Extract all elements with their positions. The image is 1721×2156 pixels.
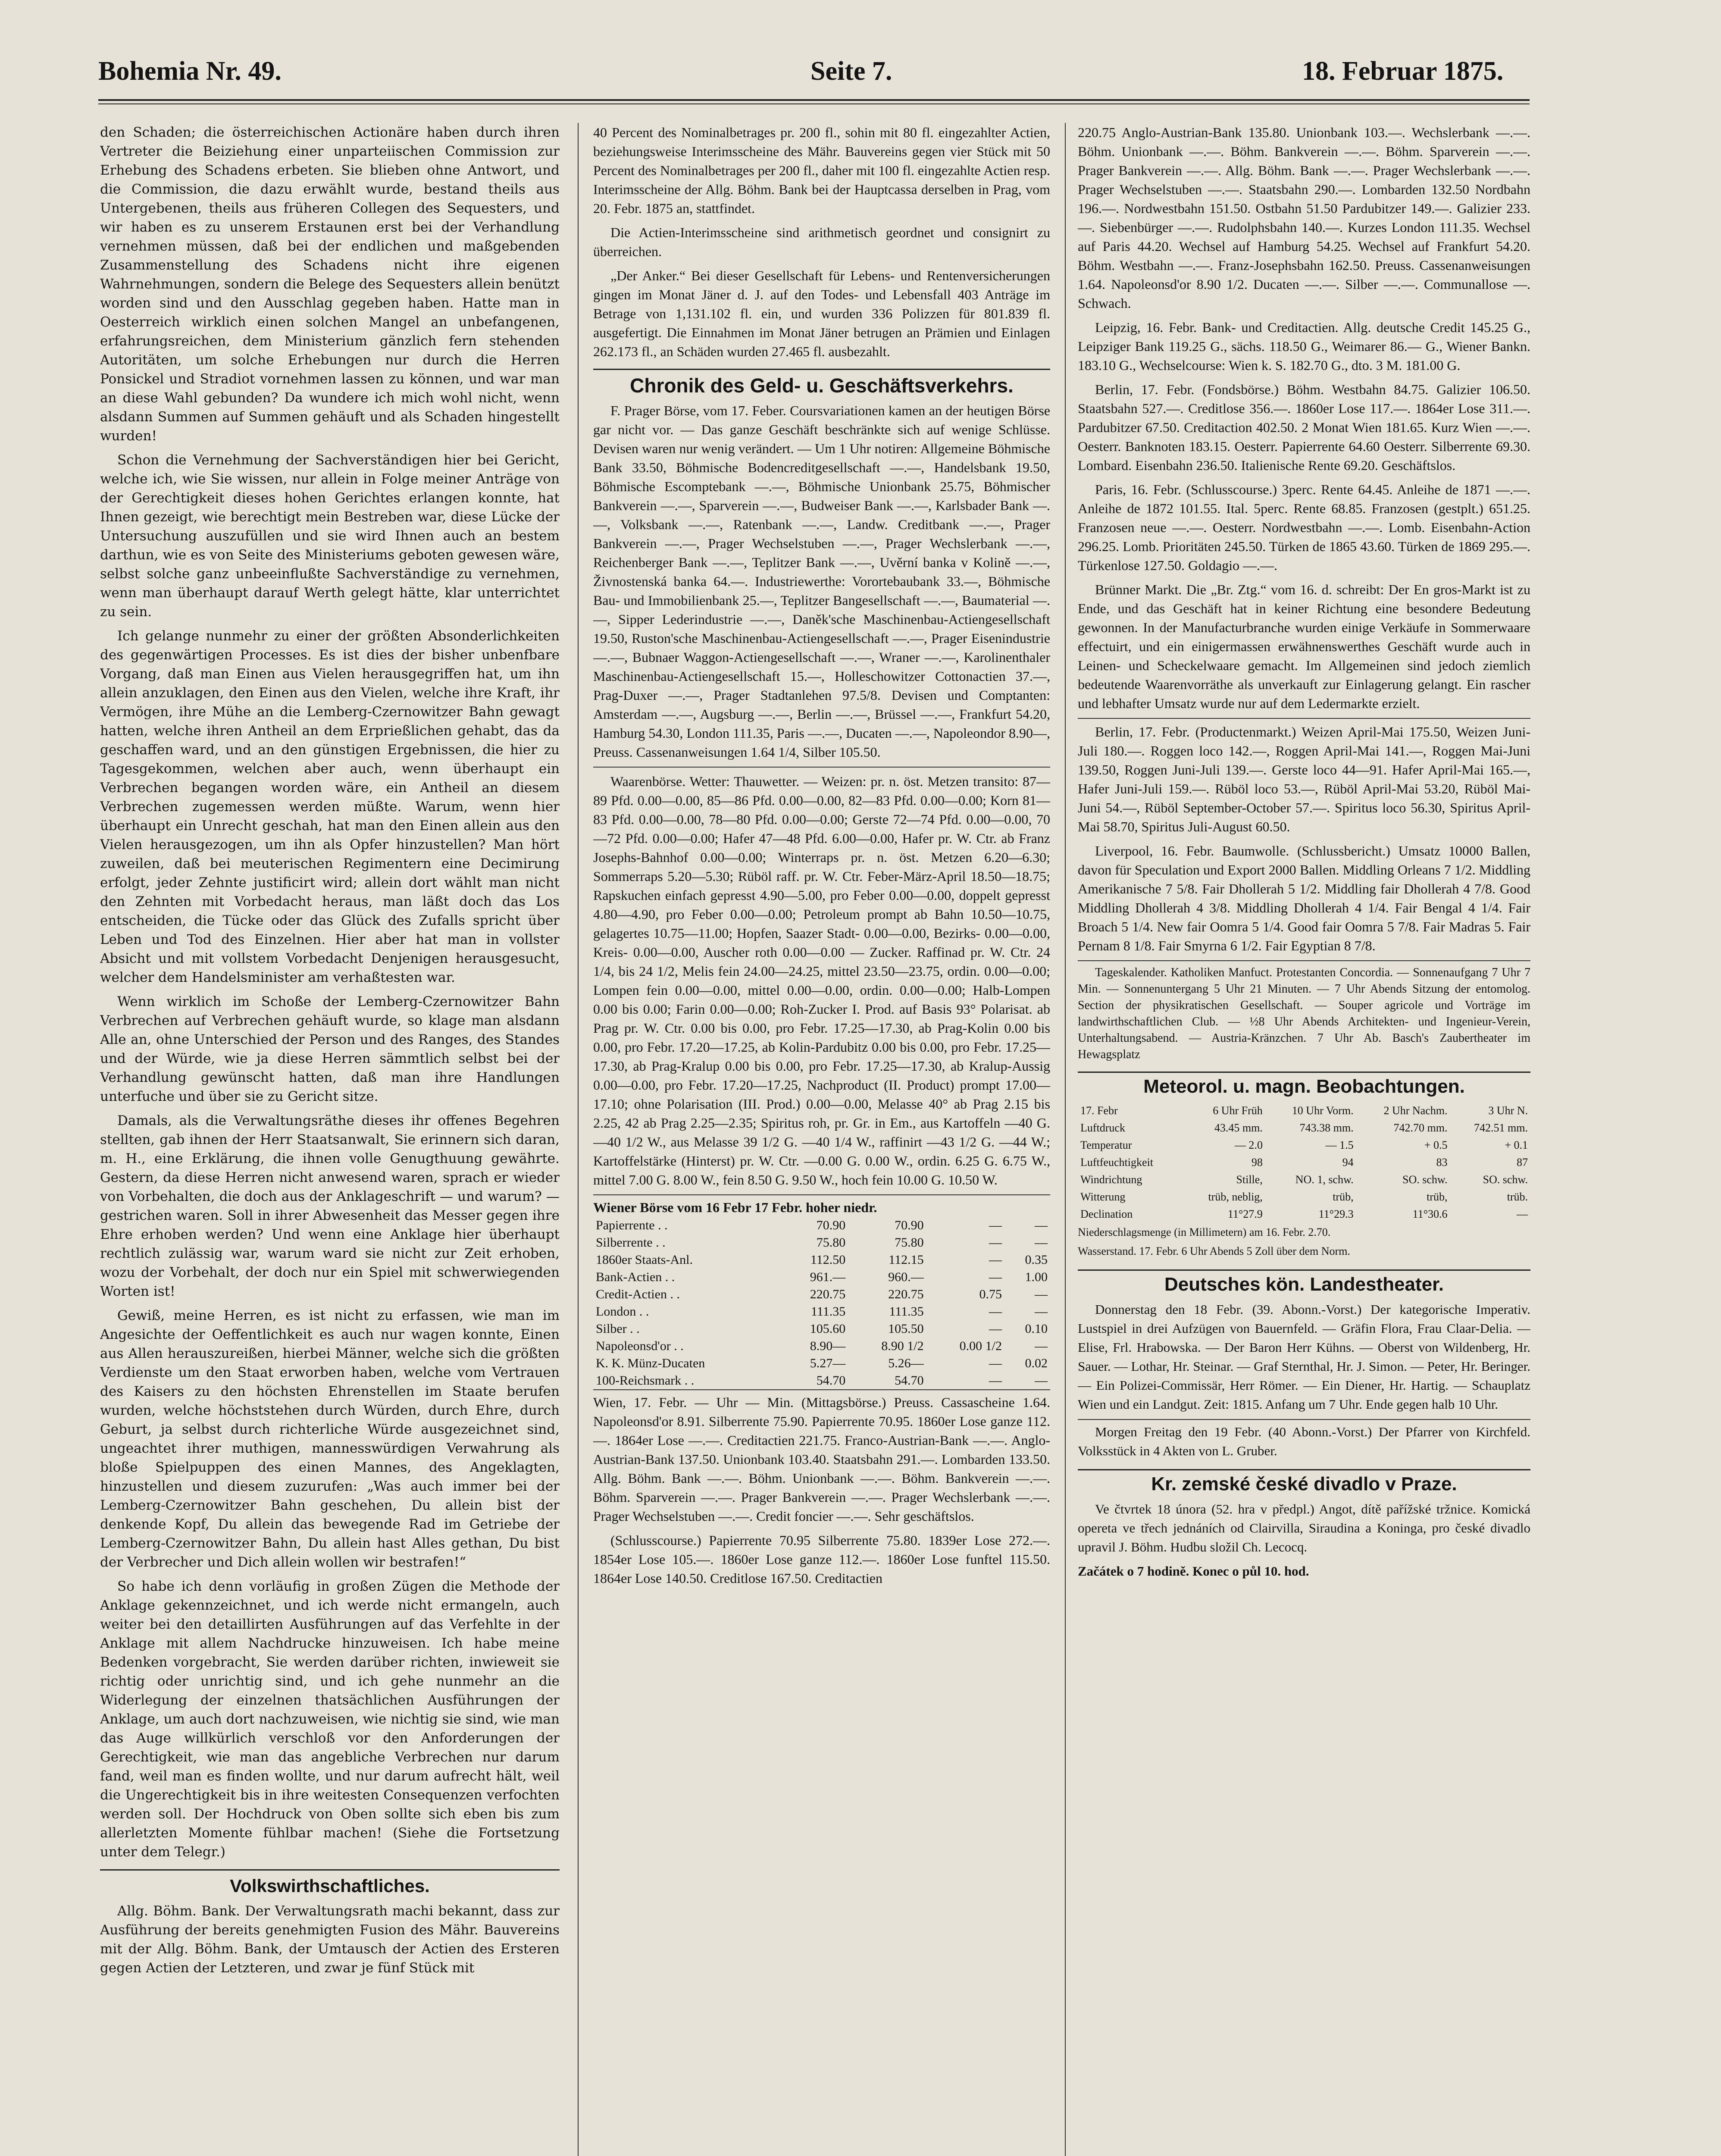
meteo-table xyxy=(1078,1102,1530,1223)
wiener-boerse-heading: Wiener Börse vom 16 Febr 17 Febr. hoher niedr. xyxy=(593,1200,877,1215)
table-cell: K. K. Münz-Ducaten xyxy=(596,1356,705,1370)
header-center: Seite 7. xyxy=(810,56,892,86)
article-paragraph: den Schaden; die österreichischen Actionäre haben durch ihren Vertreter die Beiziehung einer unparteiischen Commission zur Erhebung des Schadens erbeten. Sie blieben ohne Antwort, und die Commission, die dazu erwählt wurde, bestand theils aus Untergebenen, theils aus früheren Collegen des Sequesters, und wir haben es zu unserem Erstaunen erst bei der Verhandlung vernehmen müssen, daß bei der endlichen und maßgebenden Zusammenstellung des Schadens nicht ihre eigenen Wahrnehmungen, sondern die Belege des Sequesters allein benützt worden sind und den Ausschlag gegeben haben. Hatte man in Oesterreich wirklich einen solchen Mangel an unbefangenen, erfahrungsreichen, dem Ministerium gänzlich fern stehenden Autoritäten, um solche Erhebungen nur durch die Herren Ponsickel und Stradiot vornehmen lassen zu können, und war man an diese Wahl gebunden? Da wundere ich mich wohl nicht, wenn alsdann Summen auf Summen gehäuft und als Schaden hingestellt wurden! xyxy=(100,125,560,444)
header-rule-thin xyxy=(98,103,1530,104)
table-row xyxy=(593,1251,1050,1269)
table-row xyxy=(1078,1188,1530,1206)
bruenner-markt-report: Brünner Markt. Die „Br. Ztg.“ vom 16. d. schreibt: Der En gros-Markt ist zu Ende, und das Geschäft hat in keiner Richtung eine besondere Bedeutung gewonnen. In der Manufacturbranche wurden einige Verkäufe in Sommerwaare effectuirt, und ein einigermassen erwähnenswerthes Geschäft wurde auch in Leinen- und Scheckelwaare gemacht. Im Allgemeinen sind jedoch ziemlich bedeutende Waarenvorräthe als unverkauft zur Einlagerung gelangt. Ein rascher und lebhafter Umsatz wurde nur auf dem Ledermarkte erzielt. xyxy=(1078,582,1530,711)
article-paragraph: „Der Anker.“ Bei dieser Gesellschaft für Lebens- und Rentenversicherungen gingen im Monat Jäner d. J. auf den Todes- und Lebensfall 403 Anträge im Betrage von 1,131.102 fl. ein, und wurden 336 Polizzen für 801.839 fl. ausgefertigt. Die Einnahmen im Monat Jäner betrugen an Prämien und Einlagen 262.173 fl., an Schäden wurden 27.465 fl. ausbezahlt. xyxy=(593,268,1050,359)
table-cell: — xyxy=(1035,1218,1048,1232)
theater-programme-next: Morgen Freitag den 19 Febr. (40 Abonn.-Vorst.) Der Pfarrer von Kirchfeld. Volksstück in 4 Akten von L. Gruber. xyxy=(1078,1419,1530,1460)
table-cell: Witterung xyxy=(1080,1191,1126,1203)
article-paragraph: So habe ich denn vorläufig in großen Zügen die Methode der Anklage gekennzeichnet, und ich werde nicht ermangeln, auch weiter bei den detaillirten Ausführungen auf das Verfehlte in der Anklage mit allem Nachdrucke hinzuweisen. Ich habe meine Bedenken vorgebracht, Sie werden darüber richten, inwieweit sie richtig oder unrichtig sind, und ich gehe nunmehr an die Widerlegung der einzelnen thatsächlichen Ausführungen der Anklage, um auch dort nachzuweisen, wie nichtig sie sind, wie man das Auge willkürlich verschloß vor den Anforderungen der Gerechtigkeit, wie man das angebliche Verbrechen nur darum fand, weil man es finden wollte, und nur darum aufrecht hält, weil die Ungerechtigkeit bis in ihre weitesten Consequenzen verfochten werden soll. Der Hochdruck von Oben sollte sich eben bis zum allerletzten Momente fühlbar machen! (Siehe die Fortsetzung unter dem Telegr.) xyxy=(100,1579,560,1860)
paris-report: Paris, 16. Febr. (Schlusscourse.) 3perc. Rente 64.45. Anleihe de 1871 —.—. Anleihe de 1872 101.55. Ital. 5perc. Rente 68.85. Franzosen (gestplt.) 651.25. Franzosen neue —.—. Oesterr. Nordwestbahn —.—. Lomb. Eisenbahn-Action 296.25. Lomb. Prioritäten 245.50. Türken de 1865 43.60. Türken de 1869 295.—. Türkenlose 127.50. Goldagio —.—. xyxy=(1078,482,1530,573)
table-cell: Silber . . xyxy=(596,1322,640,1336)
table-cell: — xyxy=(989,1270,1002,1284)
theater-programme: Donnerstag den 18 Febr. (39. Abonn.-Vorst.) Der kategorische Imperativ. Lustspiel in drei Aufzügen von Bauernfeld. — Gräfin Flora, Frau Claar-Delia. — Elise, Frl. Hrabowska. — Der Baron Herr Kühns. — Oberst von Wildenberg, Hr. Sauer. — Lothar, Hr. Steinar. — Graf Sternthal, Hr. J. Simon. — Peter, Hr. Beringer. — Ein Polizei-Commissär, Herr Römer. — Ein Diener, Hr. Hartig. — Schauplatz Wien und ein Landgut. Zeit: 1815. Anfang um 7 Uhr. Ende gegen halb 10 Uhr. xyxy=(1078,1302,1530,1412)
header-rule xyxy=(98,99,1530,101)
table-cell: 220.75 xyxy=(810,1287,846,1301)
table-row xyxy=(593,1217,1050,1234)
berlin-fonds-report: Berlin, 17. Febr. (Fondsbörse.) Böhm. Westbahn 84.75. Galizier 106.50. Staatsbahn 527.—. Creditlose 356.—. 1860er Lose 117.—. 1864er Lose 311.—. Pardubitzer 67.50. Creditaction 402.50. 2 Monat Wien 181.65. Kurz Wien —.—. Oesterr. Banknoten 183.15. Oesterr. Papierrente 64.60 Oesterr. Silberrente 69.30. Lombard. Eisenbahn 236.50. Italienische Rente 69.20. Geschäftslos. xyxy=(1078,382,1530,473)
table-cell: 960.— xyxy=(888,1270,924,1284)
table-cell: — xyxy=(989,1253,1002,1267)
table-cell: Temperatur xyxy=(1080,1139,1132,1151)
table-cell: 17. Febr xyxy=(1080,1104,1118,1117)
table-cell: trüb, xyxy=(1333,1191,1354,1203)
table-cell: + 0.5 xyxy=(1424,1139,1448,1151)
table-cell: 54.70 xyxy=(816,1373,846,1388)
table-cell: 2 Uhr Nachm. xyxy=(1383,1104,1448,1117)
table-row xyxy=(593,1372,1050,1389)
table-cell: 8.90 1/2 xyxy=(881,1339,924,1353)
table-cell: Bank-Actien . . xyxy=(596,1270,675,1284)
column-divider-1 xyxy=(578,123,579,2156)
table-row xyxy=(593,1303,1050,1320)
wien-report: Wien, 17. Febr. — Uhr — Min. (Mittagsbörse.) Preuss. Cassascheine 1.64. Napoleonsd'or 8.91. Silberrente 75.90. Papierrente 70.95. 1860er Lose ganze 112.—. 1864er Lose —.—. Creditactien 221.75. Franco-Austrian-Bank —.—. Anglo-Austrian-Bank 137.50. Unionbank 103.40. Staatsbahn 291.—. Lombarden 133.50. Allg. Böhm. Bank —.—. Böhm. Unionbank —.—. Böhm. Bankverein —.—. Böhm. Sparverein —.—. Prager Bankverein —.—. Prager Wechslerbank —.—. Prager Wechselstuben —.—. Credit fonc​ier —.—. Sehr geschäftslos. xyxy=(593,1389,1050,1526)
table-cell: NO. 1, schw. xyxy=(1295,1173,1354,1186)
wiener-boerse-table-block xyxy=(593,1194,1050,1389)
meteo-note-2: Wasserstand. 17. Febr. 6 Uhr Abends 5 Zoll über dem Norm. xyxy=(1078,1245,1350,1257)
table-row xyxy=(1078,1171,1530,1188)
table-cell: 105.50 xyxy=(888,1322,924,1336)
article-paragraph: Wenn wirklich im Schoße der Lemberg-Czernowitzer Bahn Verbrechen auf Verbrechen gehäuft wurde, so klage man alsdann Alle an, ohne Unterschied der Person und des Ranges, des Standes und der Würde, wie ja diese Herren sämmtlich selbst bei der Verhandlung gewünscht hatten, daß man ihre Handlungen unterfuche und über sie zu Gericht sitze. xyxy=(100,994,560,1104)
column-1 xyxy=(100,123,560,2156)
table-cell: — xyxy=(989,1322,1002,1336)
table-row xyxy=(1078,1102,1530,1119)
theater-heading: Deutsches kön. Landestheater. xyxy=(1078,1269,1530,1294)
table-cell: Papierrente . . xyxy=(596,1218,668,1232)
column-2 xyxy=(593,123,1050,2156)
table-cell: Napoleonsd'or . . xyxy=(596,1339,684,1353)
czech-theater-programme: Ve čtvrtek 18 února (52. hra v předpl.) Angot, dítě pařížské tržnice. Komická opereta ve třech jednáních od Clairvilla, Siraudina a Koninga, pro české divadlo upravil J. Böhm. Hudbu složil Ch. Lecocq. xyxy=(1078,1501,1530,1554)
table-cell: 11°30.6 xyxy=(1412,1208,1448,1220)
table-cell: 112.15 xyxy=(889,1253,924,1267)
leipzig-report: Leipzig, 16. Febr. Bank- und Creditactien. Allg. deutsche Credit 145.25 G., Leipziger Bank 119.25 G., sächs. 118.50 G., Weimarer 86.— G., Wiener Bankn. 183.10 G., Wechselcourse: Wien k. S. 182.70 G., dto. 3 M. 181.00 G. xyxy=(1078,320,1530,373)
article-paragraph: Damals, als die Verwaltungsräthe dieses ihr offenes Begehren stellten, gab ihnen der Herr Staatsanwalt, Sie erinnern sich daran, m. H., eine Erklärung, die ihnen volle Genugthuung gewährte. Gestern, da diese Herren nicht anwesend waren, sprach er wieder von Vorbehalten, die doch aus der Anklageschrift — und warum? — gestrichen waren. Soll in ihrer Abwesenheit das Messer gegen ihre Ehre erhoben werden? Und wenn eine Anklage hier überhaupt rechtlich zulässig war, warum ward sie nicht zur Zeit erhoben, wozu der Vorbehalt, der doch nur ein Spiel mit schwerwiegenden Worten ist! xyxy=(100,1113,560,1299)
table-row xyxy=(593,1234,1050,1251)
table-cell: — xyxy=(989,1356,1002,1370)
liverpool-report: Liverpool, 16. Febr. Baumwolle. (Schlussbericht.) Umsatz 10000 Ballen, davon für Speculation und Export 2000 Ballen. Middling Orleans 7 1/2. Middling Amerikanische 7 5/8. Fair Dhollerah 5 1/2. Middling fair Dhollerah 4 7/8. Good Middling Dhollerah 4 3/8. Middling Dhollerah 4 1/4. Fair Bengal 4 1/4. Fair Broach 5 1/4. New fair Oomra 5 1/4. Good fair Oomra 5 7/8. Fair Madras 5. Fair Pernam 8 1/8. Fair Smyrna 6 1/2. Fair Egyptian 8 7/8. xyxy=(1078,843,1530,953)
table-cell: 43.45 mm. xyxy=(1214,1122,1263,1134)
table-cell: Windrichtung xyxy=(1080,1173,1142,1186)
table-cell: 0.10 xyxy=(1025,1322,1048,1336)
table-cell: 112.50 xyxy=(810,1253,846,1267)
market-report: 220.75 Anglo-Austrian-Bank 135.80. Unionbank 103.—. Wechslerbank —.—. Böhm. Unionbank —.—. Böhm. Bankverein —.—. Böhm. Sparverein —.—. Prager Bankverein —.—. Allg. Böhm. Bank —.—. Prager Wechslerbank —.—. Prager Wechselstuben —.—. Staatsbahn 290.—. Lombarden 132.50 Nordbahn 196.—. Nordwestbahn 151.50. Ostbahn 51.50 Pardubitzer 149.—. Galizier 233.—. Siebenbürger —.—. Rudolphsbahn 140.—. Kurzes London 111.35. Wechsel auf Paris 44.20. Wechsel auf Hamburg 54.25. Wechsel auf Frankfurt 54.20. Böhm. Westbahn —.—. Franz-Josephsbahn 162.50. Preuss. Cassenanweisungen 1.64. Napoleonsd'or 8.90 1/2. Ducaten —.—. Silber —.—. Communallose —. Schwach. xyxy=(1078,125,1530,311)
table-cell: 75.80 xyxy=(816,1235,846,1250)
table-cell: — xyxy=(989,1218,1002,1232)
article-paragraph: Ich gelange nunmehr zu einer der größten Absonderlichkeiten des gegenwärtigen Processes. Es ist dies der bisher unbenfbare Vorgang, daß man Einen aus Vielen herausgegriffen hat, um ihn allein anzuklagen, den Einen aus den Vielen, welche ihre Kraft, ihr Vermögen, ihre Mühe an die Lemberg-Czernowitzer Bahn gewagt hatten, welche ihren Antheil an dem Erprießlichen gehabt, das da geschaffen ward, und an den günstigen Ergebnissen, die hier zu Tagesgekommen, welchen aber auch, wenn überhaupt ein Verbrechen begangen worden wäre, ein Antheil an diesem Verbrechen zugemessen werden müßte. Warum, wenn hier überhaupt ein Unrecht geschah, hat man den Einen allein aus den Vielen herausgezogen, um ihn als Opfer hinzustellen? Man hört zuweilen, daß bei meuterischen Regimentern eine Decimirung erfolgt, jeder Zehnte justificirt wird; allein dort wählt man nicht den Zehnten mit Vorbedacht heraus, man läßt doch das Los entscheiden, die Tücke oder das Glück des Zufalls spricht über Leben und Tod des Einzelnen. Hier aber hat man in vollster Absicht und mit vollstem Vorbedacht Denjenigen herausgesucht, welcher dem Handelsminister am verhaßtesten war. xyxy=(100,628,560,985)
table-cell: 0.00 1/2 xyxy=(959,1339,1002,1353)
table-cell: 111.35 xyxy=(889,1304,924,1319)
table-cell: — xyxy=(989,1235,1002,1250)
wien-schlusscourse: (Schlusscourse.) Papierrente 70.95 Silberrente 75.80. 1839er Lose 272.—. 1854er Lose 105.—. 1860er Lose ganze 112.—. 1860er Lose funftel 115.50. 1864er Lose 140.50. Credit​lose 167.50. Creditactien xyxy=(593,1532,1050,1586)
table-cell: SO. schw. xyxy=(1483,1173,1528,1186)
table-cell: 220.75 xyxy=(888,1287,924,1301)
table-cell: Stille, xyxy=(1236,1173,1263,1186)
prager-boerse-report: F. Prager Börse, vom 17. Feber. Coursvariationen kamen an der heutigen Börse gar nicht vor. — Das ganze Geschäft beschränkte sich auf wenige Schlüsse. Devisen waren nur wenig verändert. — Um 1 Uhr notiren: Allgemeine Böhmische Bank 33.50, Böhmische Bodencreditgesellschaft —.—, Handelsbank 19.50, Böhmische Escomptebank —.—, Böhmische Unionbank 25.75, Böhmischer Bankverein —.—, Sparverein —.—, Budweiser Bank —.—, Karlsbader Bank —.—, Volksbank —.—, Ratenbank —.—, Landw. Creditbank —.—, Prager Bankverein —.—, Prager Wechselstuben —.—, Prager Wechslerbank —.—, Reichenberger Bank —.—, Teplitzer Bank —.—, Uvěrní banka v Kolině —.—, Živnostenská banka 64.—. Industriewerthe: Vorortebaubank 33.—, Böhmische Bau- und Immobilienbank 25.—, Teplitzer Bangesellschaft —.—, Baumaterial —.—, Sipper Lederindustrie —.—, Daněk'sche Maschinenbau-Actiengesellschaft 19.50, Ruston'sche Maschinenbau-Actiengesellschaft —.—, Prager Eisenindustrie —.—, Bubnaer Waggon-Actiengesellschaft —.—, Wraner —.—, Karolinenthaler Maschinenbau-Actiengesellschaft 15.—, Holleschowitzer Cottonactien 37.—, Prag-Duxer —.—, Prager Stadtanlehen 97.5/8. Devisen und Comptanten: Amsterdam —.—, Augsburg —.—, Berlin —.—, Brüssel —.—, Frankfurt 54.20, Hamburg 54.30, London 111.35, Paris —.—, Ducaten —.—, Napoleondor 8.90—, Preuss. Cassenanweisungen 1.64 1/4, Silber 105.50. xyxy=(593,403,1050,760)
table-cell: 3 Uhr N. xyxy=(1488,1104,1528,1117)
table-cell: 11°27.9 xyxy=(1227,1208,1263,1220)
table-cell: 75.80 xyxy=(895,1235,924,1250)
table-cell: — xyxy=(1035,1235,1048,1250)
table-cell: — xyxy=(1517,1208,1528,1220)
table-row xyxy=(593,1320,1050,1338)
table-cell: — xyxy=(1035,1339,1048,1353)
table-cell: 5.27— xyxy=(810,1356,846,1370)
table-cell: 10 Uhr Vorm. xyxy=(1292,1104,1354,1117)
table-cell: 8.90— xyxy=(810,1339,846,1353)
table-cell: trüb, neblig, xyxy=(1208,1191,1263,1203)
table-cell: 0.35 xyxy=(1025,1253,1048,1267)
table-cell: 742.51 mm. xyxy=(1474,1122,1528,1134)
article-paragraph: Schon die Vernehmung der Sachverständigen hier bei Gericht, welche ich, wie Sie wissen, nur allein in Folge meiner Anträge von der Gerechtigkeit dieses hohen Gerichtes erlangen konnte, hat Ihnen gezeigt, wie berechtigt mein Bestreben war, diese Lücke der Untersuchung auszufüllen und sie wird Ihnen auch an bestem darthun, wie es von Seite des Ministeriums geboten gewesen wäre, selbst solche ganz unbeeinflußte Sachverständige zu vernehmen, wenn man überhaupt darauf Werth gelegt hätte, klar unterrichtet zu sein. xyxy=(100,452,560,620)
table-row xyxy=(593,1269,1050,1286)
table-cell: Silberrente . . xyxy=(596,1235,666,1250)
table-cell: 0.02 xyxy=(1025,1356,1048,1370)
table-cell: 83 xyxy=(1436,1156,1448,1169)
table-cell: trüb, xyxy=(1427,1191,1448,1203)
table-cell: 743.38 mm. xyxy=(1299,1122,1354,1134)
table-cell: 111.35 xyxy=(811,1304,846,1319)
table-cell: 70.90 xyxy=(816,1218,846,1232)
table-row xyxy=(593,1286,1050,1303)
table-cell: Credit-Actien . . xyxy=(596,1287,680,1301)
tageskalender: Tageskalender. Katholiken Manfuct. Protestanten Concordia. — Sonnenaufgang 7 Uhr 7 Min. — Sonnenuntergang 5 Uhr 21 Minuten. — 7 Uhr Abends Sitzung der entomolog. Section der physikratischen Gesellschaft. — Souper agricole und Vorträge im landwirthschaftlichen Club. — ½8 Uhr Abends Architekten- und Ingenieur-Verein, Unterhaltungsabend. — Austria-Kränzchen. 7 Uhr Ab. Basch's Zaubertheater im Hewagsplatz xyxy=(1078,960,1530,1063)
table-row xyxy=(593,1338,1050,1355)
table-cell: 70.90 xyxy=(895,1218,924,1232)
table-cell: + 0.1 xyxy=(1505,1139,1528,1151)
article-paragraph: 40 Percent des Nominalbetrages pr. 200 fl., sohin mit 80 fl. eingezahlter Actien, beziehungsweise Interimsscheine des Mähr. Bauvereins gegen vier Stück mit 50 Percent des Nominalbetrages per 200 fl., daher mit 100 fl. eingezahlte Actien resp. Interimsscheine der Allg. Böhm. Bank bei der Hauptcassa derselben in Prag, vom 20. Febr. 1875 an, stattfindet. xyxy=(593,125,1050,216)
table-cell: 0.75 xyxy=(979,1287,1002,1301)
table-cell: — xyxy=(1035,1304,1048,1319)
table-cell: London . . xyxy=(596,1304,649,1319)
table-cell: — xyxy=(989,1304,1002,1319)
table-cell: 742.70 mm. xyxy=(1393,1122,1448,1134)
table-cell: 5.26— xyxy=(888,1356,924,1370)
table-cell: — 2.0 xyxy=(1234,1139,1263,1151)
article-paragraph: Gewiß, meine Herren, es ist nicht zu erfassen, wie man im Angesichte der Oeffentlichkeit es auch nur wagen konnte, Einen aus Allen herauszureißen, hierbei Männer, welche sich die größten Verdienste um den Staat erworben haben, welche vom Vertrauen des Kaisers zu den höchsten Ehrenstellen im Staate berufen wurden, welche höchststehen durch Würden, durch Ehre, durch Geburt, ja selbst durch richterliche Würde ausgezeichnet sind, ungeachtet ihrer muthigen, mannesswürdigen Verwahrung als bloße Spielpuppen des einen Mannes, des Angeklagten, hinzustellen und diesem zuzurufen: „Was auch immer bei der Lemberg-Czernowitzer Bahn geschehen, Du allein bist der denkende Kopf, Du allein das bewegende Rad im Getriebe der Lemberg-Czernowitzer Bahn, Du allein hast Alles gethan, Du bist der Verbrecher und Dich allein wollen wir bestrafen!“ xyxy=(100,1308,560,1570)
table-cell: 6 Uhr Früh xyxy=(1213,1104,1263,1117)
table-cell: Luftdruck xyxy=(1080,1122,1125,1134)
czech-theater-times: Začátek o 7 hodině. Konec o půl 10. hod. xyxy=(1078,1564,1309,1579)
table-cell: 94 xyxy=(1342,1156,1354,1169)
table-row xyxy=(593,1355,1050,1372)
table-cell: 54.70 xyxy=(895,1373,924,1388)
column-divider-2 xyxy=(1065,123,1066,2156)
table-cell: 105.60 xyxy=(810,1322,846,1336)
table-cell: — xyxy=(1035,1373,1048,1388)
table-row xyxy=(1078,1137,1530,1154)
table-cell: 98 xyxy=(1251,1156,1263,1169)
header-right: 18. Februar 1875. xyxy=(1302,56,1504,86)
waarenboerse-report: Waarenbörse. Wetter: Thauwetter. — Weizen: pr. n. öst. Metzen transito: 87—89 Pfd. 0.00—0.00, 85—86 Pfd. 0.00—0.00, 82—83 Pfd. 0.00—0.00; Korn 81—83 Pfd. 0.00—0.00, 78—80 Pfd. 0.00—0.00; Gerste 72—74 Pfd. 0.00—0.00, 70—72 Pfd. 0.00—0.00; Hafer 47—48 Pfd. 6.00—0.00, Hafer pr. W. Ctr. ab Franz Josephs-Bahnhof 0.00—0.00; Winterraps pr. n. öst. Metzen 6.20—6.30; Sommerraps 5.20—5.30; Rüböl raff. pr. W. Ctr. Feber-März-April 18.50—18.75; Rapskuchen einfach gepresst 4.90—5.00, pro Feber 0.00—0.00, doppelt gepresst 4.80—4.90, pro Feber 0.00—0.00; Petroleum prompt ab Bahn 10.50—10.75, gelagertes 10.75—11.00; Hopfen, Saazer Stadt- 0.00—0.00, Bezirks- 0.00—0.00, Kreis- 0.00—0.00, Auscher roth 0.00—0.00 — Zucker. Raffinad pr. W. Ctr. 24 1/4, bis 24 1/2, Melis fein 24.00—24.25, mittel 23.50—23.75, ordin. 0.00—0.00; Lompen fein 0.00—0.00, mittel 0.00—0.00, ordin. 0.00—0.00; Halb-Lompen 0.00 bis 0.00; Farin 0.00—0.00; Roh-Zucker I. Prod. auf Basis 93° Polarisat. ab Prag pr. W. Ctr. 0.00 bis 0.00, pro Febr. 17.25—17.30, ab Prag-Kolin 0.00 bis 0.00, pro Febr. 17.20—17.25, ab Kolin-Pardubitz 0.00 bis 0.00, pro Febr. 17.25—17.30, ab Prag-Kralup 0.00 bis 0.00, pro Febr. 17.25—17.30, ab Kralup-Aussig 0.00—0.00, pro Febr. 17.20—17.25, Nachproduct (II. Product) prompt 17.00—17.10; ohne Polarisation (III. Prod.) 0.00—0.00, Melasse 40° ab Prag 2.15 bis 2.25, 42 ab Prag 2.25—2.35; Spiritus roh, pr. Gr. in Em., aus Kartoffeln —40 G. —40 1/2 W., aus Melasse 39 1/2 G. —40 1/4 W., raffinirt —43 1/2 G. —44 W.; Kartoffelstärke (Hinterst) pr. W. Ctr. —0.00 G. 0.00 W., ordin. 6.25 G. 6.75 W., mittel 7.00 G. 8.00 W., fein 8.50 G. 9.50 W., hoch fein 10.00 G. 10.50 W. xyxy=(593,767,1050,1189)
table-cell: 11°29.3 xyxy=(1318,1208,1354,1220)
section-heading-volkswirthschaft: Volkswirthschaftliches. xyxy=(100,1869,560,1896)
table-row xyxy=(1078,1154,1530,1171)
table-row xyxy=(1078,1119,1530,1137)
meteo-note-1: Niederschlagsmenge (in Millimetern) am 16. Febr. 2.70. xyxy=(1078,1226,1331,1238)
table-cell: 1.00 xyxy=(1025,1270,1048,1284)
czech-theater-heading: Kr. zemské české divadlo v Praze. xyxy=(1078,1469,1530,1494)
header-left: Bohemia Nr. 49. xyxy=(98,56,282,86)
wiener-boerse-table xyxy=(593,1217,1050,1389)
column-3 xyxy=(1078,123,1530,2156)
berlin-producten-report: Berlin, 17. Febr. (Productenmarkt.) Weizen April-Mai 175.50, Weizen Juni-Juli 180.—. Roggen loco 142.—, Roggen April-Mai 141.—, Roggen Mai-Juni 139.50, Roggen Juni-Juli 139.—. Gerste loco 44—91. Hafer April-Mai 165.—, Hafer Juni-Juli 159.—. Rüböl loco 53.—, Rüböl April-Mai 53.20, Rüböl Mai-Juni 54.—, Rüböl September-October 57.—. Spiritus loco 56.30, Spiritus April-Mai 58.70, Spiritus Juli-August 60.50. xyxy=(1078,718,1530,836)
table-cell: SO. schw. xyxy=(1402,1173,1448,1186)
section-heading-chronik: Chronik des Geld- u. Geschäftsverkehrs. xyxy=(593,369,1050,395)
table-cell: Luftfeuchtigkeit xyxy=(1080,1156,1153,1169)
table-cell: — xyxy=(989,1373,1002,1388)
table-cell: — xyxy=(1035,1287,1048,1301)
article-paragraph: Allg. Böhm. Bank. Der Verwaltungsrath machi bekannt, dass zur Ausführung der bereits genehmigten Fusion des Mähr. Bauvereins mit der Allg. Böhm. Bank, der Umtausch der Actien des Ersteren gegen Actien der Letzteren, und zwar je fünf Stück mit xyxy=(100,1903,560,1976)
table-cell: 100-Reichsmark . . xyxy=(596,1373,695,1388)
table-cell: 1860er Staats-Anl. xyxy=(596,1253,693,1267)
table-cell: 87 xyxy=(1517,1156,1528,1169)
table-row xyxy=(1078,1206,1530,1223)
table-cell: — 1.5 xyxy=(1325,1139,1354,1151)
article-paragraph: Die Actien-Interimsscheine sind arithmetisch geordnet und consignirt zu überreichen. xyxy=(593,225,1050,259)
meteo-heading: Meteorol. u. magn. Beobachtungen. xyxy=(1078,1072,1530,1096)
table-cell: trüb. xyxy=(1507,1191,1528,1203)
table-cell: Declination xyxy=(1080,1208,1133,1220)
table-cell: 961.— xyxy=(810,1270,846,1284)
